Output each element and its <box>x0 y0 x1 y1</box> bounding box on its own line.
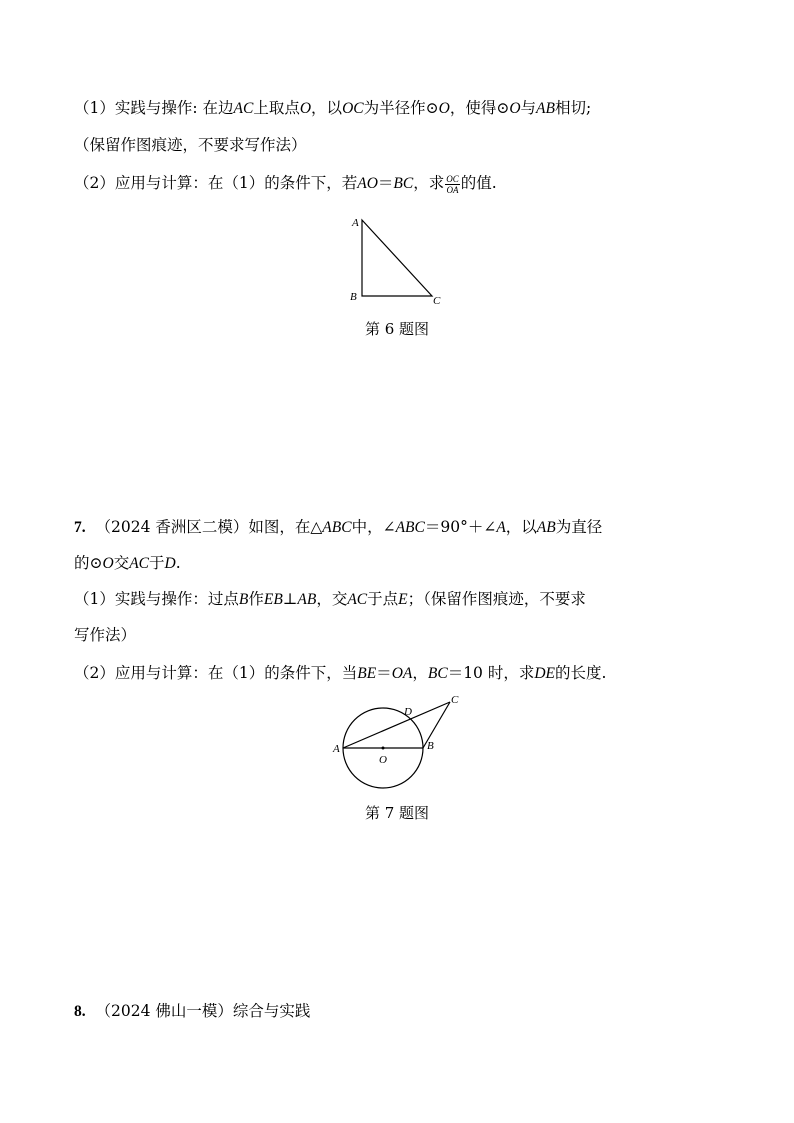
q6-part1-line1 <box>74 97 591 120</box>
q7-part1-line2: 写作法） <box>74 626 137 644</box>
math: AC <box>129 555 150 572</box>
label-b: B <box>350 291 357 303</box>
text: 交 <box>113 554 130 572</box>
label-a: A <box>352 217 359 229</box>
label-o: O <box>379 754 387 766</box>
figure-7-circle <box>330 690 470 800</box>
math-o: O <box>509 100 521 117</box>
math: DE <box>534 665 556 682</box>
triangle-abc <box>362 220 432 296</box>
text: ＝ <box>377 174 394 192</box>
math-ab: AB <box>536 100 555 117</box>
text: ；（保留作图痕迹，不要求 <box>407 590 586 608</box>
q7-line2 <box>74 552 181 575</box>
math: EB <box>263 591 283 608</box>
text: ，求 <box>413 174 445 192</box>
text: （2）应用与计算：在（1）的条件下，当 <box>74 664 358 682</box>
math: BE <box>357 665 377 682</box>
q7-part1-line1 <box>74 588 586 611</box>
figure-6-caption: 第 6 题图 <box>364 320 430 338</box>
text: ，以 <box>311 99 343 117</box>
fraction-numerator: OC <box>446 173 459 184</box>
math-bc: BC <box>393 175 414 192</box>
question-number: 7. <box>74 519 86 536</box>
text: 为直径 <box>555 518 603 536</box>
text: ＝10 时，求 <box>447 664 535 682</box>
fraction-denominator: OA <box>446 184 459 195</box>
question-source: （2024 香洲区二模） <box>95 518 249 536</box>
text: 上取点 <box>253 99 300 117</box>
text: 的值. <box>460 174 497 192</box>
q6-part1-line2: （保留作图痕迹，不要求写作法） <box>74 136 307 154</box>
text: 于 <box>149 554 165 572</box>
math: AB <box>297 591 317 608</box>
text: 与 <box>520 99 537 117</box>
text: ＝90°＋∠ <box>424 518 497 536</box>
q6-part2 <box>74 172 497 195</box>
math: BC <box>427 665 448 682</box>
math-o: O <box>299 100 312 117</box>
q8-line1 <box>74 1000 310 1023</box>
math-ac: AC <box>233 100 254 117</box>
text: ⊥ <box>282 590 298 608</box>
math: OA <box>391 665 413 682</box>
math-ao: AO <box>357 175 378 192</box>
text: 中，∠ <box>351 518 396 536</box>
question-title: 综合与实践 <box>232 1002 311 1020</box>
text: 的⊙ <box>74 554 103 572</box>
label-c: C <box>433 295 441 307</box>
fraction-oc-over-oa <box>445 174 460 195</box>
math: E <box>398 591 408 608</box>
q6-p1-prefix: （1）实践与操作: 在边 <box>74 99 234 117</box>
figure-6-triangle <box>340 210 460 310</box>
math-oc: OC <box>342 100 364 117</box>
question-number: 8. <box>74 1003 86 1020</box>
text: 于点 <box>367 590 399 608</box>
math: AC <box>347 591 368 608</box>
math: AB <box>536 519 556 536</box>
q7-part2 <box>74 662 606 685</box>
label-a: A <box>333 743 340 755</box>
math: O <box>102 555 114 572</box>
math: ABC <box>322 519 352 536</box>
line-ac <box>343 702 450 748</box>
text: ，使得⊙ <box>449 99 510 117</box>
figure-7-caption: 第 7 题图 <box>364 804 430 822</box>
text: （2）应用与计算：在（1）的条件下，若 <box>74 174 358 192</box>
math: A <box>496 519 506 536</box>
label-c: C <box>451 694 459 706</box>
math: B <box>238 591 249 608</box>
label-b: B <box>427 740 434 752</box>
q7-line1 <box>74 516 602 539</box>
label-d: D <box>404 706 412 718</box>
text: . <box>175 554 181 572</box>
text: 的长度. <box>555 664 607 682</box>
text: 如图，在△ <box>248 518 323 536</box>
text: 作 <box>248 590 264 608</box>
text: 为半径作⊙ <box>363 99 439 117</box>
center-dot <box>382 747 385 750</box>
math: D <box>164 555 176 572</box>
text: ，交 <box>316 590 348 608</box>
text: ＝ <box>376 664 392 682</box>
question-source: （2024 佛山一模） <box>95 1002 233 1020</box>
text: 相切; <box>554 99 592 117</box>
text: ，以 <box>505 518 537 536</box>
math-o: O <box>438 100 450 117</box>
text: （1）实践与操作：过点 <box>74 590 239 608</box>
text: ， <box>412 664 428 682</box>
math: ABC <box>395 519 425 536</box>
